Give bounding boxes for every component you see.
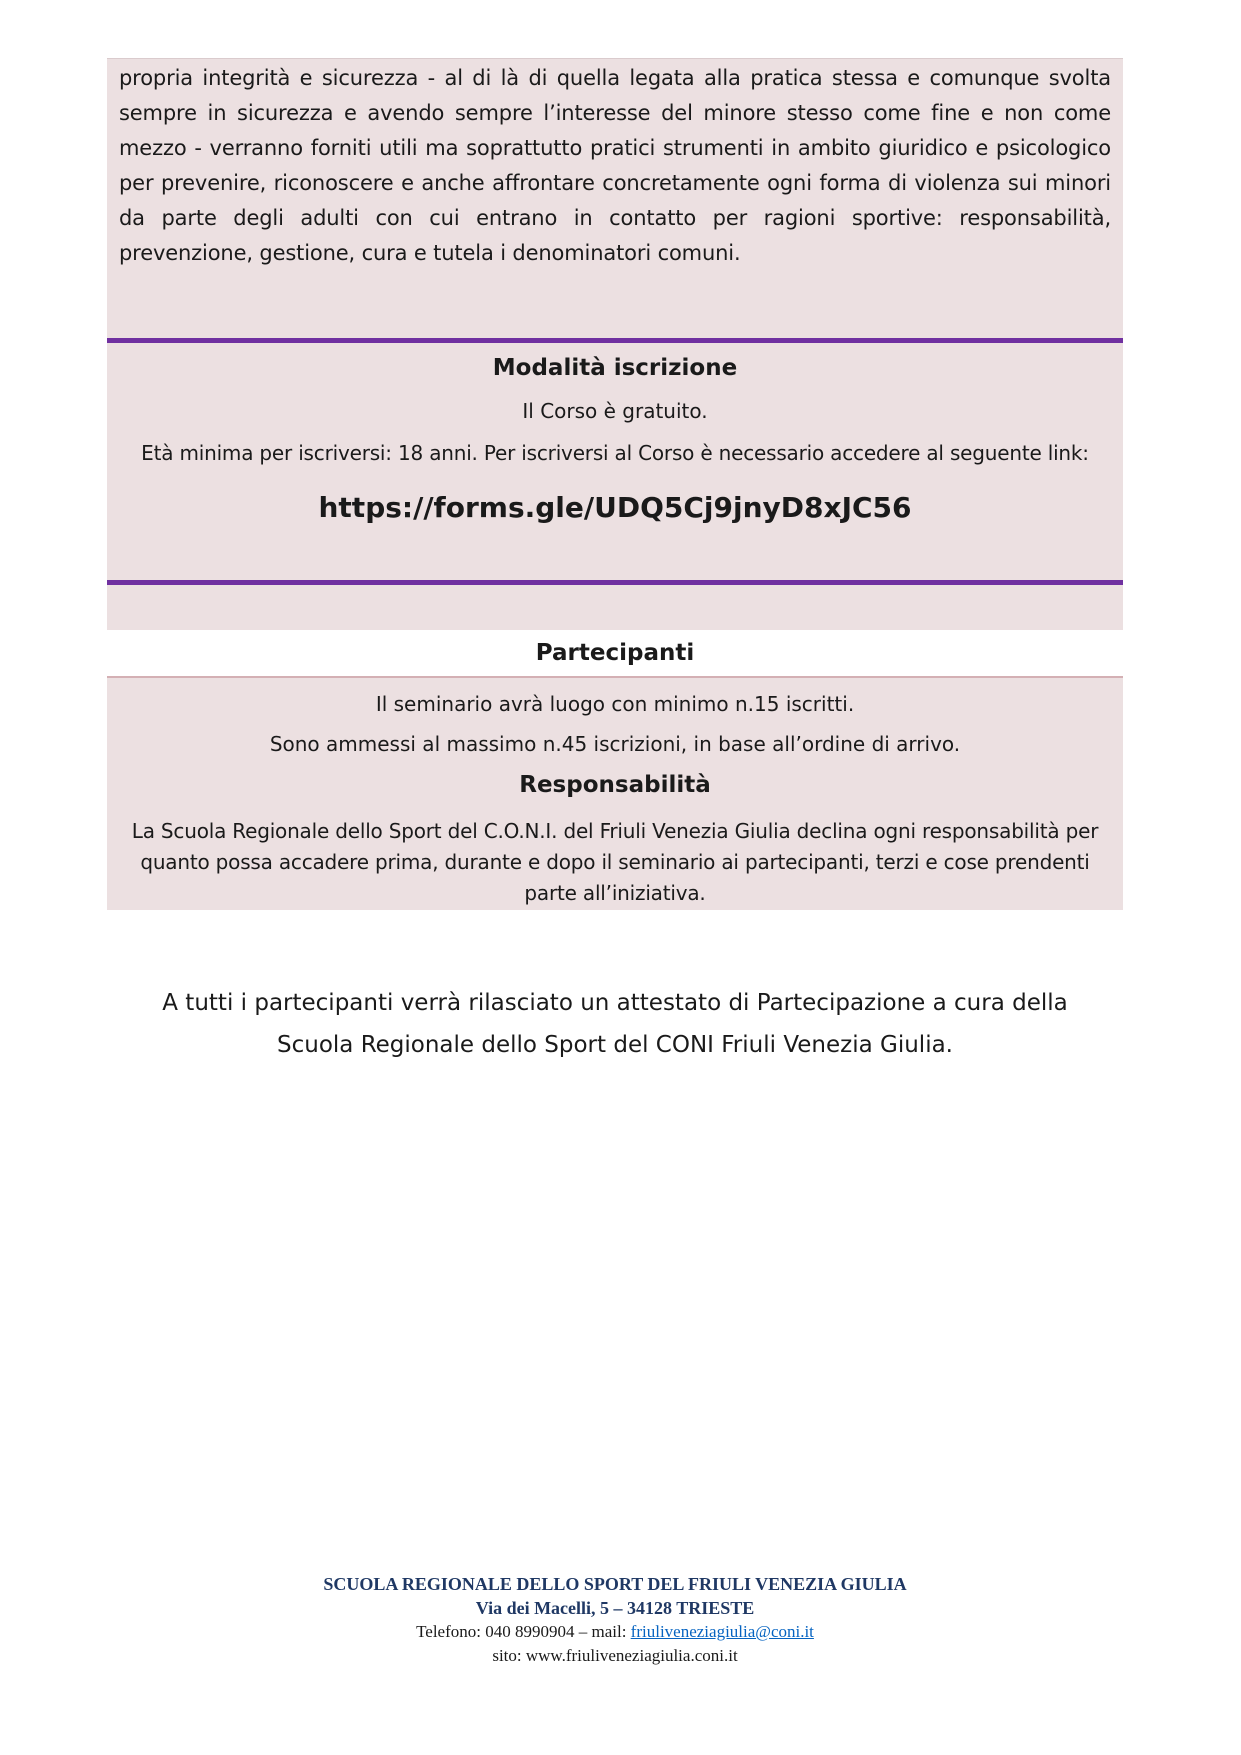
intro-paragraph: propria integrità e sicurezza - al di là di quella legata alla pratica stessa e comunque svolta sempre in sicurezza e avendo sempre l’interesse del minore stesso come fine e non come mezzo - verranno forniti utili ma soprattutto pratici strumenti in ambito giuridico e psicologico per prevenire, riconoscere e anche affrontare concretamente ogni forma di violenza sui minori da parte degli adulti con cui entrano in contatto per ragioni sportive: responsabilità, prevenzione, gestione, cura e tutela i denominatori comuni.: [119, 66, 1111, 265]
iscrizione-age-note: Età minima per iscriversi: 18 anni. Per iscriversi al Corso è necessario accedere al seguente link:: [141, 441, 1089, 465]
iscrizione-title: Modalità iscrizione: [492, 355, 738, 381]
footer-email-link[interactable]: friuliveneziagiulia@coni.it: [630, 1622, 814, 1641]
partecipanti-title: Partecipanti: [535, 640, 695, 666]
page-footer: [107, 1572, 1123, 1668]
registration-link[interactable]: https://forms.gle/UDQ5Cj9jnyD8xJC56: [318, 491, 912, 524]
partecipanti-min: Il seminario avrà luogo con minimo n.15 iscritti.: [375, 692, 855, 716]
footer-phone: Telefono: 040 8990904 – mail:: [416, 1622, 631, 1641]
closing-line-2: Scuola Regionale dello Sport del CONI Friuli Venezia Giulia.: [277, 1032, 953, 1058]
closing-line-1: A tutti i partecipanti verrà rilasciato un attestato di Partecipazione a cura della: [162, 990, 1068, 1016]
footer-address: Via dei Macelli, 5 – 34128 TRIESTE: [475, 1598, 755, 1618]
partecipanti-panel: [107, 678, 1123, 910]
partecipanti-max: Sono ammessi al massimo n.45 iscrizioni, in base all’ordine di arrivo.: [269, 732, 961, 756]
responsabilita-text: La Scuola Regionale dello Sport del C.O.N.I. del Friuli Venezia Giulia declina ogni responsabilità per quanto possa accadere prima, durante e dopo il seminario ai partecipanti, terzi e cose prendenti parte all’iniziativa.: [131, 819, 1099, 905]
iscrizione-free-note: Il Corso è gratuito.: [522, 399, 708, 423]
footer-contact: [107, 1620, 1123, 1644]
closing-note: [107, 982, 1123, 1066]
responsabilita-title: Responsabilità: [519, 772, 711, 798]
spacer-panel: [107, 585, 1123, 630]
intro-panel: [107, 58, 1123, 338]
iscrizione-panel: [107, 343, 1123, 580]
footer-site: sito: www.friuliveneziagiulia.coni.it: [492, 1646, 738, 1665]
footer-org: SCUOLA REGIONALE DELLO SPORT DEL FRIULI VENEZIA GIULIA: [323, 1574, 907, 1594]
